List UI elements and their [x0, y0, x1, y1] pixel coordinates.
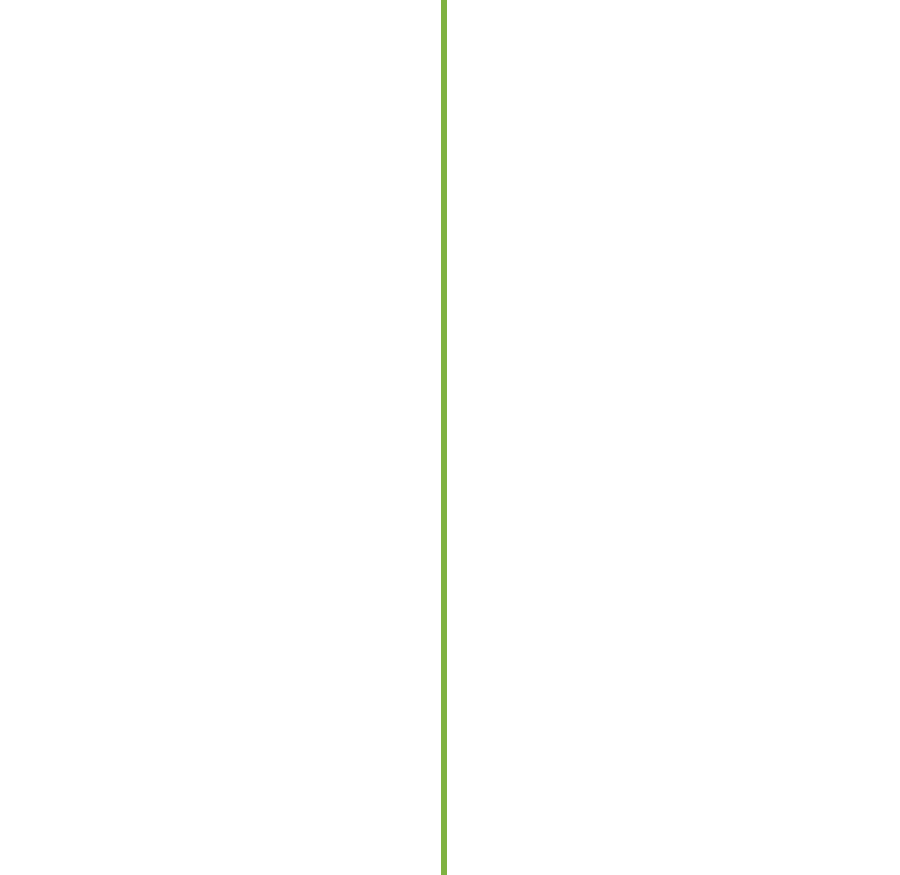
right-panel	[447, 0, 900, 875]
left-panel	[0, 0, 441, 875]
